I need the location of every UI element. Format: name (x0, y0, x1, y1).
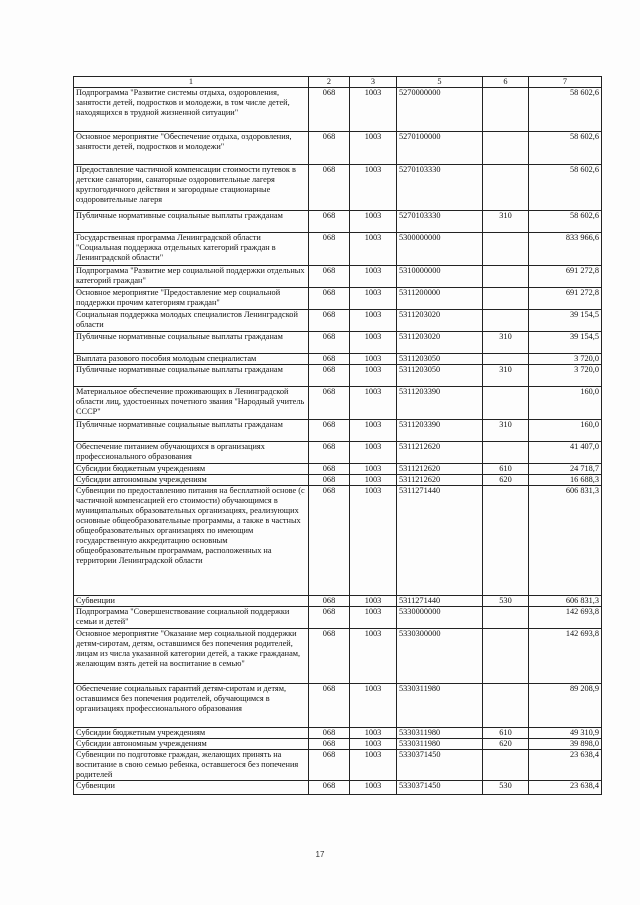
row-ministry-code: 068 (309, 387, 350, 420)
row-ministry-code: 068 (309, 132, 350, 165)
row-target-code: 5330311980 (397, 739, 483, 750)
row-amount: 142 693,8 (529, 607, 602, 629)
row-section-code: 1003 (350, 607, 397, 629)
table-row (74, 629, 602, 684)
row-expense-type (483, 607, 529, 629)
row-expense-type (483, 750, 529, 781)
table-header-row (74, 77, 602, 88)
table-row (74, 728, 602, 739)
row-name-cell: Публичные нормативные социальные выплаты гражданам (74, 365, 309, 387)
row-name-cell: Выплата разового пособия молодым специалистам (74, 354, 309, 365)
row-expense-type (483, 288, 529, 310)
row-ministry-code: 068 (309, 288, 350, 310)
row-target-code: 5330300000 (397, 629, 483, 684)
row-target-code: 5311203390 (397, 387, 483, 420)
row-ministry-code: 068 (309, 596, 350, 607)
row-amount: 3 720,0 (529, 354, 602, 365)
row-section-code: 1003 (350, 233, 397, 266)
row-name-cell: Субвенции (74, 780, 309, 794)
table-row (74, 607, 602, 629)
row-target-code: 5311212620 (397, 464, 483, 475)
row-amount: 23 638,4 (529, 780, 602, 794)
table-row (74, 596, 602, 607)
row-ministry-code: 068 (309, 750, 350, 781)
row-name-cell: Подпрограмма "Совершенствование социальной поддержки семьи и детей" (74, 607, 309, 629)
header-col-7: 7 (529, 77, 602, 88)
table-row (74, 288, 602, 310)
row-amount: 23 638,4 (529, 750, 602, 781)
row-target-code: 5311203020 (397, 332, 483, 354)
row-ministry-code: 068 (309, 442, 350, 464)
row-expense-type: 610 (483, 464, 529, 475)
row-expense-type: 310 (483, 332, 529, 354)
row-target-code: 5330311980 (397, 728, 483, 739)
table-row (74, 464, 602, 475)
row-target-code: 5311203390 (397, 420, 483, 442)
row-expense-type (483, 684, 529, 728)
row-target-code: 5270100000 (397, 132, 483, 165)
row-name-cell: Предоставление частичной компенсации стоимости путевок в детские санатории, санаторные оздоровительные лагеря круглогодичного действия и загородные стационарные оздоровительные лагеря (74, 165, 309, 211)
row-section-code: 1003 (350, 310, 397, 332)
row-name-cell: Основное мероприятие "Обеспечение отдыха, оздоровления, занятости детей, подростков и молодежи" (74, 132, 309, 165)
row-ministry-code: 068 (309, 475, 350, 486)
table-row (74, 684, 602, 728)
header-col-5: 5 (397, 77, 483, 88)
row-target-code: 5330371450 (397, 750, 483, 781)
row-ministry-code: 068 (309, 684, 350, 728)
row-section-code: 1003 (350, 739, 397, 750)
row-amount: 41 407,0 (529, 442, 602, 464)
row-amount: 691 272,8 (529, 288, 602, 310)
row-section-code: 1003 (350, 464, 397, 475)
table-row (74, 266, 602, 288)
row-ministry-code: 068 (309, 354, 350, 365)
row-amount: 58 602,6 (529, 132, 602, 165)
row-ministry-code: 068 (309, 780, 350, 794)
row-section-code: 1003 (350, 266, 397, 288)
row-amount: 142 693,8 (529, 629, 602, 684)
row-ministry-code: 068 (309, 420, 350, 442)
row-ministry-code: 068 (309, 310, 350, 332)
row-ministry-code: 068 (309, 332, 350, 354)
row-expense-type: 310 (483, 420, 529, 442)
row-target-code: 5330000000 (397, 607, 483, 629)
header-col-1: 1 (74, 77, 309, 88)
row-section-code: 1003 (350, 728, 397, 739)
row-name-cell: Публичные нормативные социальные выплаты гражданам (74, 420, 309, 442)
row-amount: 606 831,3 (529, 596, 602, 607)
row-expense-type (483, 266, 529, 288)
row-expense-type (483, 629, 529, 684)
row-section-code: 1003 (350, 596, 397, 607)
row-ministry-code: 068 (309, 728, 350, 739)
table-row (74, 88, 602, 132)
page-number: 17 (315, 850, 325, 859)
row-amount: 833 966,6 (529, 233, 602, 266)
row-target-code: 5311200000 (397, 288, 483, 310)
row-name-cell: Социальная поддержка молодых специалистов Ленинградской области (74, 310, 309, 332)
row-amount: 58 602,6 (529, 88, 602, 132)
row-target-code: 5270103330 (397, 165, 483, 211)
row-section-code: 1003 (350, 165, 397, 211)
row-name-cell: Подпрограмма "Развитие системы отдыха, оздоровления, занятости детей, подростков и молодежи, в том числе детей, находящихся в трудной жизненной ситуации" (74, 88, 309, 132)
row-name-cell: Подпрограмма "Развитие мер социальной поддержки отдельных категорий граждан" (74, 266, 309, 288)
row-target-code: 5311212620 (397, 475, 483, 486)
table-row (74, 387, 602, 420)
row-name-cell: Субсидии автономным учреждениям (74, 475, 309, 486)
row-amount: 39 154,5 (529, 332, 602, 354)
table-row (74, 365, 602, 387)
row-name-cell: Обеспечение социальных гарантий детям-сиротам и детям, оставшимся без попечения родителей, обучающимся в организациях профессионального образования (74, 684, 309, 728)
row-name-cell: Субсидии бюджетным учреждениям (74, 728, 309, 739)
row-section-code: 1003 (350, 354, 397, 365)
row-name-cell: Субсидии автономным учреждениям (74, 739, 309, 750)
header-col-2: 2 (309, 77, 350, 88)
row-amount: 58 602,6 (529, 165, 602, 211)
row-expense-type (483, 165, 529, 211)
row-amount: 49 310,9 (529, 728, 602, 739)
row-section-code: 1003 (350, 629, 397, 684)
row-amount: 160,0 (529, 387, 602, 420)
row-expense-type (483, 132, 529, 165)
table-row (74, 310, 602, 332)
row-ministry-code: 068 (309, 607, 350, 629)
table-row (74, 211, 602, 233)
row-ministry-code: 068 (309, 88, 350, 132)
row-ministry-code: 068 (309, 266, 350, 288)
row-target-code: 5311203020 (397, 310, 483, 332)
row-name-cell: Материальное обеспечение проживающих в Ленинградской области лиц, удостоенных почетного звания "Народный учитель СССР" (74, 387, 309, 420)
table-row (74, 750, 602, 781)
row-section-code: 1003 (350, 387, 397, 420)
row-amount: 58 602,6 (529, 211, 602, 233)
row-section-code: 1003 (350, 780, 397, 794)
row-ministry-code: 068 (309, 365, 350, 387)
table-row (74, 420, 602, 442)
row-amount: 24 718,7 (529, 464, 602, 475)
row-expense-type (483, 486, 529, 596)
row-section-code: 1003 (350, 332, 397, 354)
row-target-code: 5300000000 (397, 233, 483, 266)
row-target-code: 5311271440 (397, 486, 483, 596)
row-expense-type: 530 (483, 596, 529, 607)
row-target-code: 5310000000 (397, 266, 483, 288)
row-section-code: 1003 (350, 475, 397, 486)
row-ministry-code: 068 (309, 464, 350, 475)
row-ministry-code: 068 (309, 739, 350, 750)
row-amount: 39 154,5 (529, 310, 602, 332)
row-amount: 89 208,9 (529, 684, 602, 728)
row-name-cell: Публичные нормативные социальные выплаты гражданам (74, 332, 309, 354)
row-name-cell: Обеспечение питанием обучающихся в организациях профессионального образования (74, 442, 309, 464)
row-ministry-code: 068 (309, 211, 350, 233)
row-section-code: 1003 (350, 132, 397, 165)
row-section-code: 1003 (350, 750, 397, 781)
table-row (74, 332, 602, 354)
row-expense-type: 620 (483, 475, 529, 486)
row-section-code: 1003 (350, 211, 397, 233)
row-ministry-code: 068 (309, 233, 350, 266)
row-expense-type (483, 88, 529, 132)
row-target-code: 5270103330 (397, 211, 483, 233)
table-row (74, 132, 602, 165)
row-name-cell: Субвенции по подготовке граждан, желающих принять на воспитание в свою семью ребенка, оставшегося без попечения родителей (74, 750, 309, 781)
row-expense-type: 530 (483, 780, 529, 794)
row-amount: 3 720,0 (529, 365, 602, 387)
row-target-code: 5311203050 (397, 365, 483, 387)
row-section-code: 1003 (350, 365, 397, 387)
row-section-code: 1003 (350, 684, 397, 728)
row-name-cell: Субсидии бюджетным учреждениям (74, 464, 309, 475)
row-section-code: 1003 (350, 442, 397, 464)
row-expense-type: 310 (483, 211, 529, 233)
row-amount: 691 272,8 (529, 266, 602, 288)
budget-table (73, 76, 602, 795)
row-expense-type (483, 310, 529, 332)
table-row (74, 233, 602, 266)
row-section-code: 1003 (350, 88, 397, 132)
row-expense-type (483, 354, 529, 365)
table-row (74, 739, 602, 750)
row-amount: 160,0 (529, 420, 602, 442)
header-col-3: 3 (350, 77, 397, 88)
row-expense-type: 310 (483, 365, 529, 387)
row-name-cell: Публичные нормативные социальные выплаты гражданам (74, 211, 309, 233)
row-target-code: 5311212620 (397, 442, 483, 464)
row-name-cell: Основное мероприятие "Оказание мер социальной поддержки детям-сиротам, детям, оставшимся без попечения родителей, лицам из числа указанной категории детей, а также гражданам, желающим взять детей на воспитание в семью" (74, 629, 309, 684)
row-ministry-code: 068 (309, 629, 350, 684)
row-section-code: 1003 (350, 288, 397, 310)
row-expense-type (483, 233, 529, 266)
header-col-6: 6 (483, 77, 529, 88)
row-target-code: 5270000000 (397, 88, 483, 132)
row-target-code: 5311203050 (397, 354, 483, 365)
row-expense-type (483, 442, 529, 464)
row-section-code: 1003 (350, 486, 397, 596)
row-section-code: 1003 (350, 420, 397, 442)
row-target-code: 5330311980 (397, 684, 483, 728)
row-name-cell: Основное мероприятие "Предоставление мер социальной поддержки прочим категориям граждан" (74, 288, 309, 310)
row-amount: 606 831,3 (529, 486, 602, 596)
row-expense-type: 610 (483, 728, 529, 739)
row-ministry-code: 068 (309, 165, 350, 211)
table-row (74, 165, 602, 211)
row-expense-type: 620 (483, 739, 529, 750)
table-row (74, 475, 602, 486)
row-amount: 39 898,0 (529, 739, 602, 750)
table-row (74, 354, 602, 365)
table-body (74, 88, 602, 795)
row-name-cell: Субвенции (74, 596, 309, 607)
row-name-cell: Государственная программа Ленинградской области "Социальная поддержка отдельных категорий граждан в Ленинградской области" (74, 233, 309, 266)
row-ministry-code: 068 (309, 486, 350, 596)
table-row (74, 442, 602, 464)
table-row (74, 486, 602, 596)
row-amount: 16 688,3 (529, 475, 602, 486)
row-name-cell: Субвенции по предоставлению питания на бесплатной основе (с частичной компенсацией его стоимости) обучающимся в муниципальных образовательных организациях, реализующих основные общеобразовательные программы, а также в частных общеобразовательных организациях по имеющим государственную аккредитацию основным общеобразовательным программам, расположенных на территории Ленинградской области (74, 486, 309, 596)
row-target-code: 5330371450 (397, 780, 483, 794)
row-target-code: 5311271440 (397, 596, 483, 607)
table-row (74, 780, 602, 794)
row-expense-type (483, 387, 529, 420)
